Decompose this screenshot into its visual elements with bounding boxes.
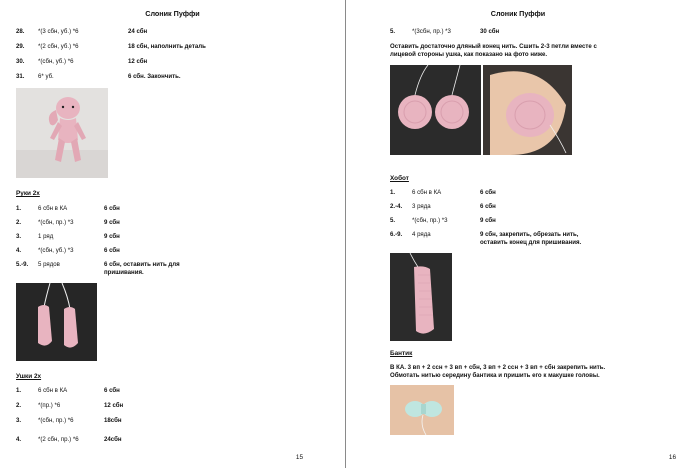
photo-elephant-body [16, 88, 108, 178]
page-number: 15 [295, 454, 303, 461]
bow-instructions: В КА. 3 вп + 2 ссн + 3 вп + сбн, 3 вп + 2 ссн + 3 вп + сбн закрепить нить. Обмотать нитью середину бантика и пришить его к макушке головы. [390, 364, 606, 379]
photo-ears [390, 65, 572, 155]
page-15: Слоник Пуффи 28. *(3 сбн, уб.) *6 24 сбн 29. *(2 сбн, уб.) *6 18 сбн, наполнить деталь 30. *(сбн, уб.) *6 12 сбн 31. 6* уб. 6 сбн. Закончить. Руки 2х 1. 6 сбн в КА 6 сбн 2. *(сбн, пр.) *3 9 сбн 3. 1 ряд 9 сбн 4. *(сбн, уб.) *3 6 сбн 5.-9. 5 рядов 6 сбн, оставить нить для пришивания. Ушки 2х 1. 6 сбн в КА 6 сбн 2. *(пр.) *6 12 сбн 3. *(сбн, пр.) *6 18сбн 4. *(2 сбн, пр.) *6 24сбн 15 [0, 0, 345, 468]
photo-arms [16, 283, 97, 361]
section-arms-title: Руки 2х [16, 190, 40, 197]
ear-note: Оставить достаточно дляный конец нить. Сшить 2-3 петли вместе с лицевой стороны ушка, как показано на фото ниже. [390, 43, 597, 58]
page-number: 16 [668, 454, 676, 461]
photo-bow [390, 385, 454, 435]
section-bow-title: Бантик [390, 350, 413, 357]
section-ears-title: Ушки 2х [16, 373, 42, 380]
photo-trunk [390, 253, 452, 341]
section-trunk-title: Хобот [390, 175, 409, 182]
page-title: Слоник Пуффи [145, 9, 200, 18]
page-title: Слоник Пуффи [490, 9, 546, 18]
page-16: Слоник Пуффи 5. *(3сбн, пр.) *3 30 сбн Оставить достаточно дляный конец нить. Сшить 2-3 петли вместе с лицевой стороны ушка, как показано на фото ниже. Хобот 1. 6 сбн в КА 6 сбн 2.-4. 3 ряда 6 сбн 5. *(сбн, пр.) *3 9 сбн 6.-9. 4 ряда 9 сбн, закрепить, обрезать нить, оставить конец для пришивания. Бантик В КА. 3 вп + 2 ссн + 3 вп + сбн, 3 вп + 2 ссн + 3 вп + сбн закрепить нить. Обмотать нитью середину бантика и пришить его к макушке головы. 16 [346, 0, 690, 468]
